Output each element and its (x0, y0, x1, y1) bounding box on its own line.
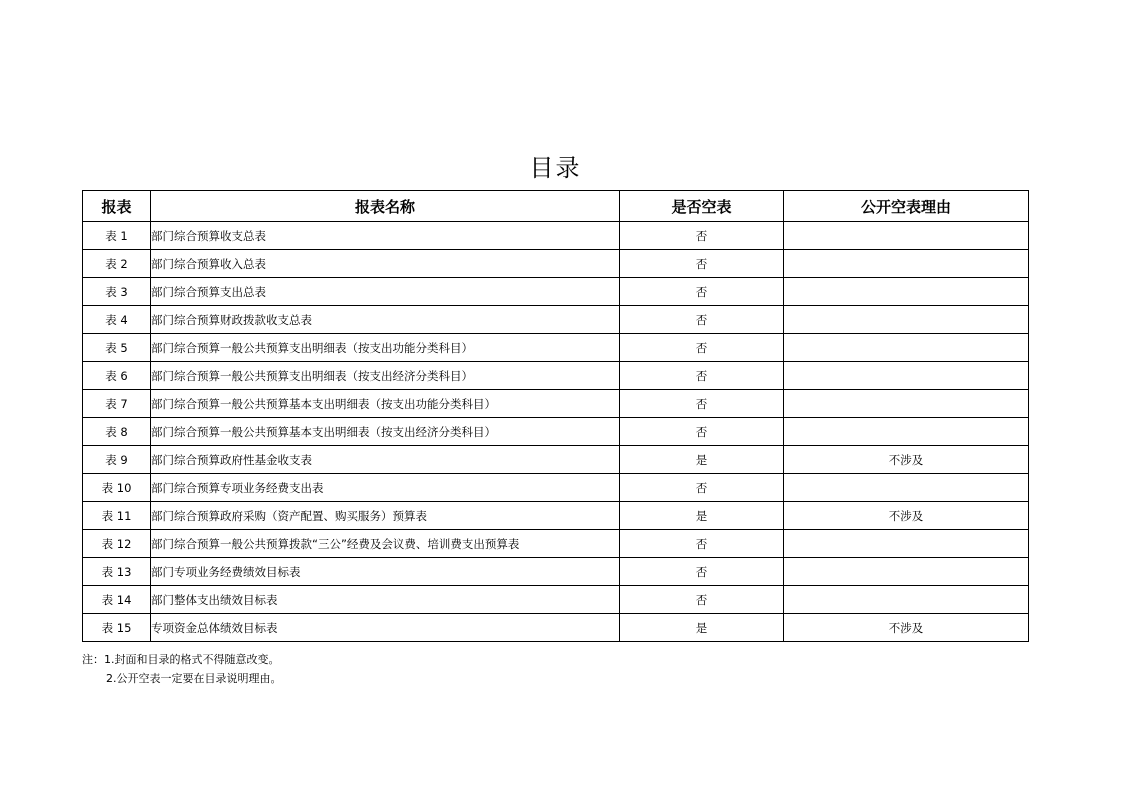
note-line-2: 2.公开空表一定要在目录说明理由。 (106, 672, 282, 685)
cell-report-id: 表 11 (83, 502, 151, 530)
catalog-table (82, 190, 1029, 642)
cell-reason (784, 306, 1029, 334)
cell-is-empty: 否 (620, 362, 784, 390)
table-row (83, 530, 1029, 558)
cell-reason (784, 474, 1029, 502)
cell-reason (784, 278, 1029, 306)
table-row (83, 446, 1029, 474)
cell-reason (784, 558, 1029, 586)
cell-reason (784, 362, 1029, 390)
cell-is-empty: 否 (620, 530, 784, 558)
cell-report-id: 表 15 (83, 614, 151, 642)
cell-reason (784, 530, 1029, 558)
cell-report-name: 部门综合预算一般公共预算基本支出明细表（按支出经济分类科目） (151, 418, 620, 446)
table-row (83, 362, 1029, 390)
cell-report-id: 表 10 (83, 474, 151, 502)
table-row (83, 278, 1029, 306)
table-row (83, 334, 1029, 362)
table-row (83, 390, 1029, 418)
cell-is-empty: 否 (620, 278, 784, 306)
header-reason: 公开空表理由 (784, 191, 1029, 222)
cell-report-name: 部门综合预算一般公共预算基本支出明细表（按支出功能分类科目） (151, 390, 620, 418)
cell-report-id: 表 1 (83, 222, 151, 250)
cell-reason (784, 418, 1029, 446)
cell-report-name: 部门综合预算一般公共预算支出明细表（按支出功能分类科目） (151, 334, 620, 362)
cell-report-name: 部门综合预算支出总表 (151, 278, 620, 306)
cell-reason (784, 586, 1029, 614)
notes (82, 650, 282, 688)
cell-is-empty: 否 (620, 334, 784, 362)
cell-report-id: 表 3 (83, 278, 151, 306)
cell-is-empty: 是 (620, 614, 784, 642)
cell-report-name: 部门综合预算收支总表 (151, 222, 620, 250)
cell-reason (784, 390, 1029, 418)
cell-report-name: 部门专项业务经费绩效目标表 (151, 558, 620, 586)
cell-report-id: 表 4 (83, 306, 151, 334)
cell-reason: 不涉及 (784, 614, 1029, 642)
table-row (83, 418, 1029, 446)
header-report: 报表 (83, 191, 151, 222)
cell-is-empty: 是 (620, 446, 784, 474)
cell-report-name: 部门综合预算政府性基金收支表 (151, 446, 620, 474)
cell-report-id: 表 2 (83, 250, 151, 278)
header-is-empty: 是否空表 (620, 191, 784, 222)
cell-report-name: 部门综合预算政府采购（资产配置、购买服务）预算表 (151, 502, 620, 530)
table-row (83, 474, 1029, 502)
table-header-row (83, 191, 1029, 222)
cell-reason: 不涉及 (784, 446, 1029, 474)
cell-report-id: 表 12 (83, 530, 151, 558)
cell-is-empty: 否 (620, 306, 784, 334)
cell-report-name: 部门综合预算专项业务经费支出表 (151, 474, 620, 502)
cell-report-id: 表 5 (83, 334, 151, 362)
cell-reason: 不涉及 (784, 502, 1029, 530)
cell-reason (784, 222, 1029, 250)
cell-is-empty: 否 (620, 390, 784, 418)
cell-is-empty: 是 (620, 502, 784, 530)
cell-report-name: 部门综合预算财政拨款收支总表 (151, 306, 620, 334)
cell-report-id: 表 6 (83, 362, 151, 390)
cell-is-empty: 否 (620, 250, 784, 278)
cell-report-id: 表 8 (83, 418, 151, 446)
table-row (83, 614, 1029, 642)
cell-report-id: 表 7 (83, 390, 151, 418)
cell-is-empty: 否 (620, 558, 784, 586)
table-row (83, 502, 1029, 530)
cell-report-name: 部门综合预算一般公共预算拨款“三公”经费及会议费、培训费支出预算表 (151, 530, 620, 558)
cell-reason (784, 250, 1029, 278)
cell-reason (784, 334, 1029, 362)
cell-is-empty: 否 (620, 222, 784, 250)
table-row (83, 558, 1029, 586)
cell-report-id: 表 9 (83, 446, 151, 474)
cell-is-empty: 否 (620, 586, 784, 614)
header-name: 报表名称 (151, 191, 620, 222)
table-row (83, 222, 1029, 250)
cell-report-id: 表 13 (83, 558, 151, 586)
page-title: 目录 (529, 154, 582, 182)
cell-report-name: 专项资金总体绩效目标表 (151, 614, 620, 642)
cell-report-id: 表 14 (83, 586, 151, 614)
note-line-1: 注：1.封面和目录的格式不得随意改变。 (82, 653, 280, 666)
table-row (83, 306, 1029, 334)
cell-is-empty: 否 (620, 418, 784, 446)
cell-report-name: 部门综合预算收入总表 (151, 250, 620, 278)
table-row (83, 586, 1029, 614)
cell-report-name: 部门综合预算一般公共预算支出明细表（按支出经济分类科目） (151, 362, 620, 390)
cell-report-name: 部门整体支出绩效目标表 (151, 586, 620, 614)
cell-is-empty: 否 (620, 474, 784, 502)
table-body (83, 222, 1029, 642)
table-row (83, 250, 1029, 278)
